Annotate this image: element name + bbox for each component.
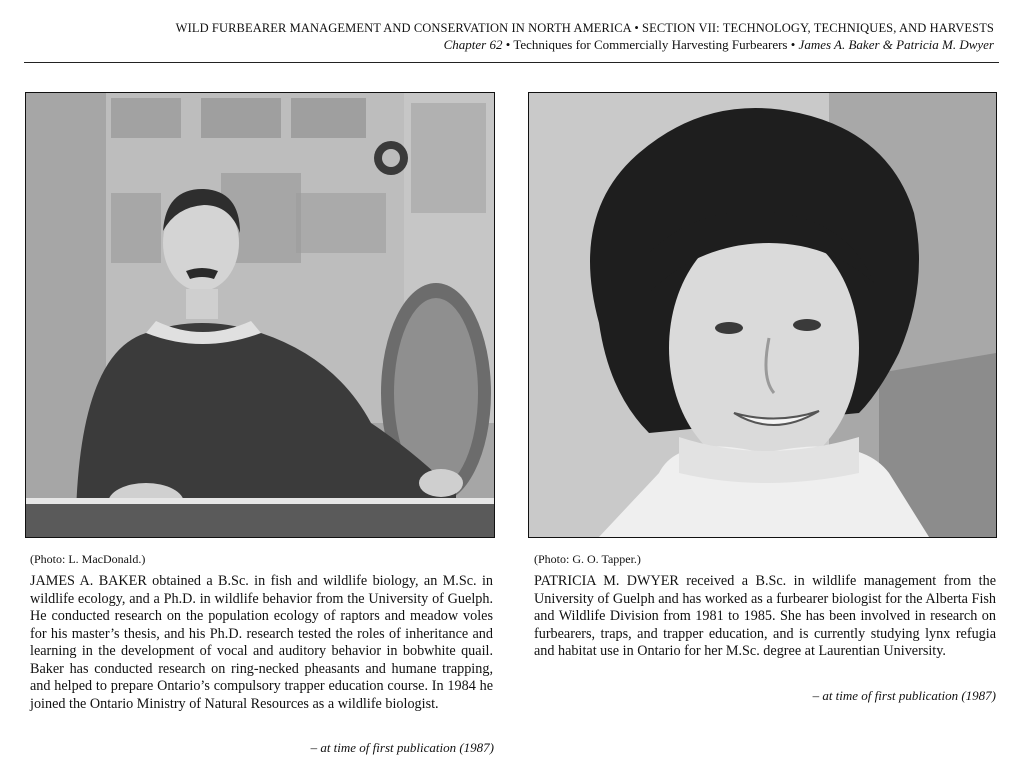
chapter-authors: James A. Baker & Patricia M. Dwyer [798, 37, 994, 52]
separator: • [787, 37, 799, 52]
running-head-title: WILD FURBEARER MANAGEMENT AND CONSERVATION IN NORTH AMERICA • SECTION VII: TECHNOLOGY, TECHNIQUES, AND HARVESTS [175, 21, 994, 35]
publication-note-left: – at time of first publication (1987) [310, 740, 494, 755]
publication-note-right: – at time of first publication (1987) [812, 688, 996, 703]
biography-dwyer: PATRICIA M. DWYER received a B.Sc. in wildlife management from the University of Guelph and has worked as a furbearer biologist for the Alberta Fish and Wildlife Division from 1981 to 1985. She has been involved in research on furbearers, traps, and trapper education, and is currently studying lynx refugia and habitat use in Ontario for her M.Sc. degree at Laurentian University. [534, 573, 996, 659]
page-header [30, 20, 994, 53]
biography-baker: JAMES A. BAKER obtained a B.Sc. in fish and wildlife biology, an M.Sc. in wildlife ecology, and a Ph.D. in wildlife behavior from the University of Guelph. He conducted research on the population ecology of raptors and meadow voles for his master’s thesis, and his Ph.D. research tested the roles of inheritance and learning in the development of vocal and auditory behavior in bobwhite quail. Baker has conducted research on ring-necked pheasants and humane trapping, and helped to prepare Ontario’s compulsory trapper education course. In 1984 he joined the Ontario Ministry of Natural Resources as a wildlife biologist. [30, 573, 493, 712]
portrait-illustration [26, 93, 494, 537]
chapter-title: Techniques for Commercially Harvesting Furbearers [513, 37, 788, 52]
separator: • [502, 37, 514, 52]
portrait-photo-dwyer [528, 92, 997, 538]
portrait-illustration [529, 93, 996, 537]
portrait-photo-baker [25, 92, 495, 538]
photo-credit-right: (Photo: G. O. Tapper.) [534, 552, 641, 566]
chapter-number: Chapter 62 [443, 37, 503, 52]
photo-credit-left: (Photo: L. MacDonald.) [30, 552, 146, 566]
header-rule [24, 62, 999, 63]
running-head-chapter [30, 36, 994, 53]
